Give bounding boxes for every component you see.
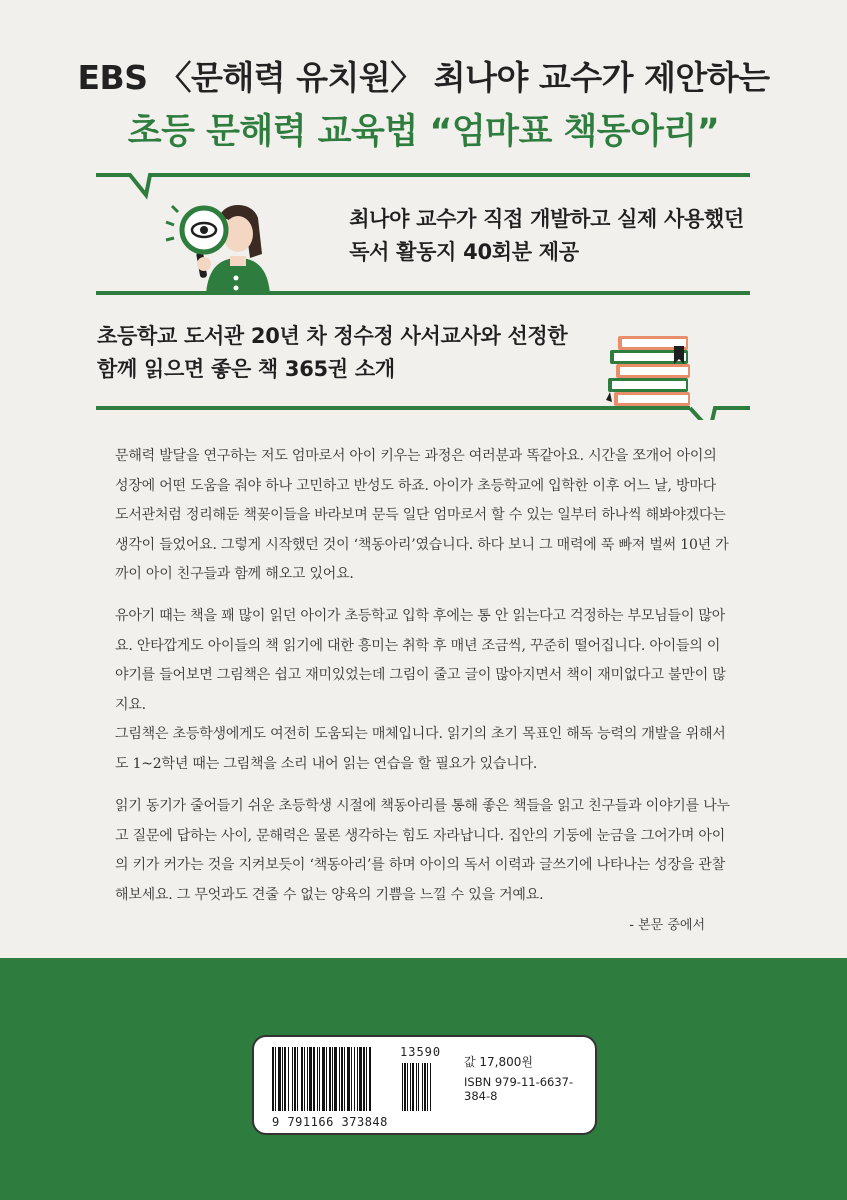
feature-worksheets bbox=[349, 203, 744, 269]
body-paragraph-1-text: 문해력 발달을 연구하는 저도 엄마로서 아이 키우는 과정은 여러분과 똑같아요. 시간을 쪼개어 아이의 성장에 어떤 도움을 줘야 하나 고민하고 반성도 하죠. 아이가 초등학교에 입학한 이후 어느 날, 방마다 도서관처럼 정리해둔 책꽂이들을 바라보며 문득 일단 엄마로서 할 수 있는 일부터 하나씩 해봐야겠다는 생각이 들었어요. 그렇게 시작했던 것이 ‘책동아리’였습니다. 하다 보니 그 매력에 푹 빠져 벌써 10년 가까이 아이 친구들과 함께 해오고 있어요. bbox=[115, 448, 729, 582]
headline-line2: 초등 문해력 교육법 “엄마표 책동아리” bbox=[127, 112, 720, 152]
magnifier-icon bbox=[158, 198, 270, 294]
stack-of-books-icon bbox=[604, 330, 700, 408]
body-paragraph-3-text: 읽기 동기가 줄어들기 쉬운 초등학생 시절에 책동아리를 통해 좋은 책들을 읽고 친구들과 이야기를 나누고 질문에 답하는 사이, 문해력은 물론 생각하는 힘도 자라납니다. 집안의 기둥에 눈금을 그어가며 아이의 키가 커가는 것을 지켜보듯이 ‘책동아리’를 하며 아이의 독서 이력과 글쓰기에 나타나는 성장을 관찰해보세요. 그 무엇과도 견줄 수 없는 양육의 기쁨을 느낄 수 있을 거예요. bbox=[115, 798, 730, 903]
isbn-label: ISBN 979-11-6637-384-8 bbox=[464, 1075, 574, 1103]
body-paragraph-2 bbox=[115, 602, 732, 779]
price-label: 값 17,800원 bbox=[464, 1055, 533, 1069]
feature-worksheets-line1: 최나야 교수가 직접 개발하고 실제 사용했던 bbox=[349, 207, 744, 231]
feature-worksheets-line2: 독서 활동지 40회분 제공 bbox=[349, 240, 579, 264]
headline-line1: EBS 〈문해력 유치원〉 최나야 교수가 제안하는 bbox=[77, 58, 770, 97]
body-paragraph-2b-text: 그림책은 초등학생에게도 여전히 도움되는 매체입니다. 읽기의 초기 목표인 해독 능력의 개발을 위해서도 1~2학년 때는 그림책을 소리 내어 읽는 연습을 할 필요가 있습니다. bbox=[115, 726, 726, 772]
body-paragraph-1 bbox=[115, 442, 732, 590]
body-paragraph-3 bbox=[115, 792, 732, 910]
body-paragraph-2a-text: 유아기 때는 책을 꽤 많이 읽던 아이가 초등학교 입학 후에는 통 안 읽는다고 걱정하는 부모님들이 많아요. 안타깝게도 아이들의 책 읽기에 대한 흥미는 취학 후 매년 조금씩, 꾸준히 떨어집니다. 아이들의 이야기를 들어보면 그림책은 쉽고 재미있었는데 그림이 줄고 글이 많아지면서 책이 재미없다고 불만이 많지요. bbox=[115, 608, 726, 713]
barcode-box bbox=[252, 1035, 597, 1135]
feature-book-list-line2: 함께 읽으면 좋은 책 365권 소개 bbox=[97, 357, 395, 381]
barcode-isbn-digits: 9 791166 373848 bbox=[272, 1115, 388, 1129]
feature-book-list bbox=[97, 320, 567, 386]
barcode-addon-number: 13590 bbox=[400, 1045, 442, 1059]
feature-book-list-line1: 초등학교 도서관 20년 차 정수정 사서교사와 선정한 bbox=[97, 324, 568, 348]
quote-source: - 본문 중에서 bbox=[629, 918, 705, 933]
